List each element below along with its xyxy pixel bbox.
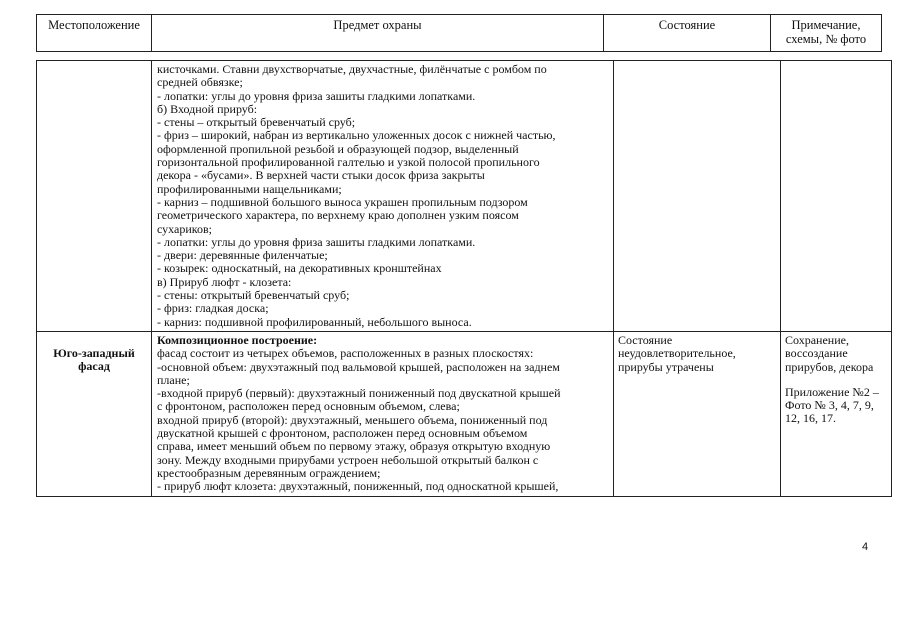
header-subject: Предмет охраны — [152, 15, 604, 52]
table-body — [36, 60, 892, 497]
composition-heading: Композиционное построение: — [157, 333, 318, 347]
row2-subject: Композиционное построение: фасад состоит из четырех объемов, расположенных в разных плоскостях: -основной объем: двухэтажный под вальмовой крышей, расположен на заднем плане; -входной прируб (первый): двухэтажный пониженный под двускатной крышей с фронтоном, расположен перед основным объемом, слева; входной прируб (второй): двухэтажный, меньшего объема, пониженный под двускатной крышей с фронтоном, расположен перед основным объемом справа, имеет меньший объем по первому этажу, образуя открытую входную зону. Между входными прирубами устроен небольшой открытый балкон с крестообразным деревянным ограждением; - прируб люфт клозета: двухэтажный, пониженный, под односкатной крышей, — [152, 331, 614, 496]
row1-note — [781, 61, 892, 332]
row2-note: Сохранение, воссоздание прирубов, декора Приложение №2 – Фото № 3, 4, 7, 9, 12, 16, 17. — [781, 331, 892, 496]
row2-location: Юго-западный фасад — [37, 331, 152, 496]
row1-state — [614, 61, 781, 332]
header-location: Местоположение — [37, 15, 152, 52]
header-note: Примечание, схемы, № фото — [771, 15, 882, 52]
row1-subject: кисточками. Ставни двухстворчатые, двухчастные, филёнчатые с ромбом по средней обвязке; - лопатки: углы до уровня фриза зашиты гладкими лопатками. б) Входной прируб: - стены – открытый бревенчатый сруб; - фриз – широкий, набран из вертикально уложенных досок с нижней частью, оформленной пропильной резьбой и образующей подзор, выделенный горизонтальной профилированной галтелью и узкой полосой пропильного декора - «бусами». В верхней части стыки досок фриза закрыты профилированными нащельниками; - карниз – подшивной большого выноса украшен пропильным подзором геометрического характера, по верхнему краю дополнен узким поясом сухариков; - лопатки: углы до уровня фриза зашиты гладкими лопатками. - двери: деревянные филенчатые; - козырек: односкатный, на декоративных кронштейнах в) Прируб люфт - клозета: - стены: открытый бревенчатый сруб; - фриз: гладкая доска; - карниз: подшивной профилированный, небольшого выноса. — [152, 61, 614, 332]
header-state: Состояние — [604, 15, 771, 52]
row2-state: Состояние неудовлетворительное, прирубы утрачены — [614, 331, 781, 496]
row1-location — [37, 61, 152, 332]
table-header — [36, 14, 882, 52]
page-number: 4 — [862, 541, 869, 553]
table-row — [37, 331, 892, 496]
table-row — [37, 61, 892, 332]
